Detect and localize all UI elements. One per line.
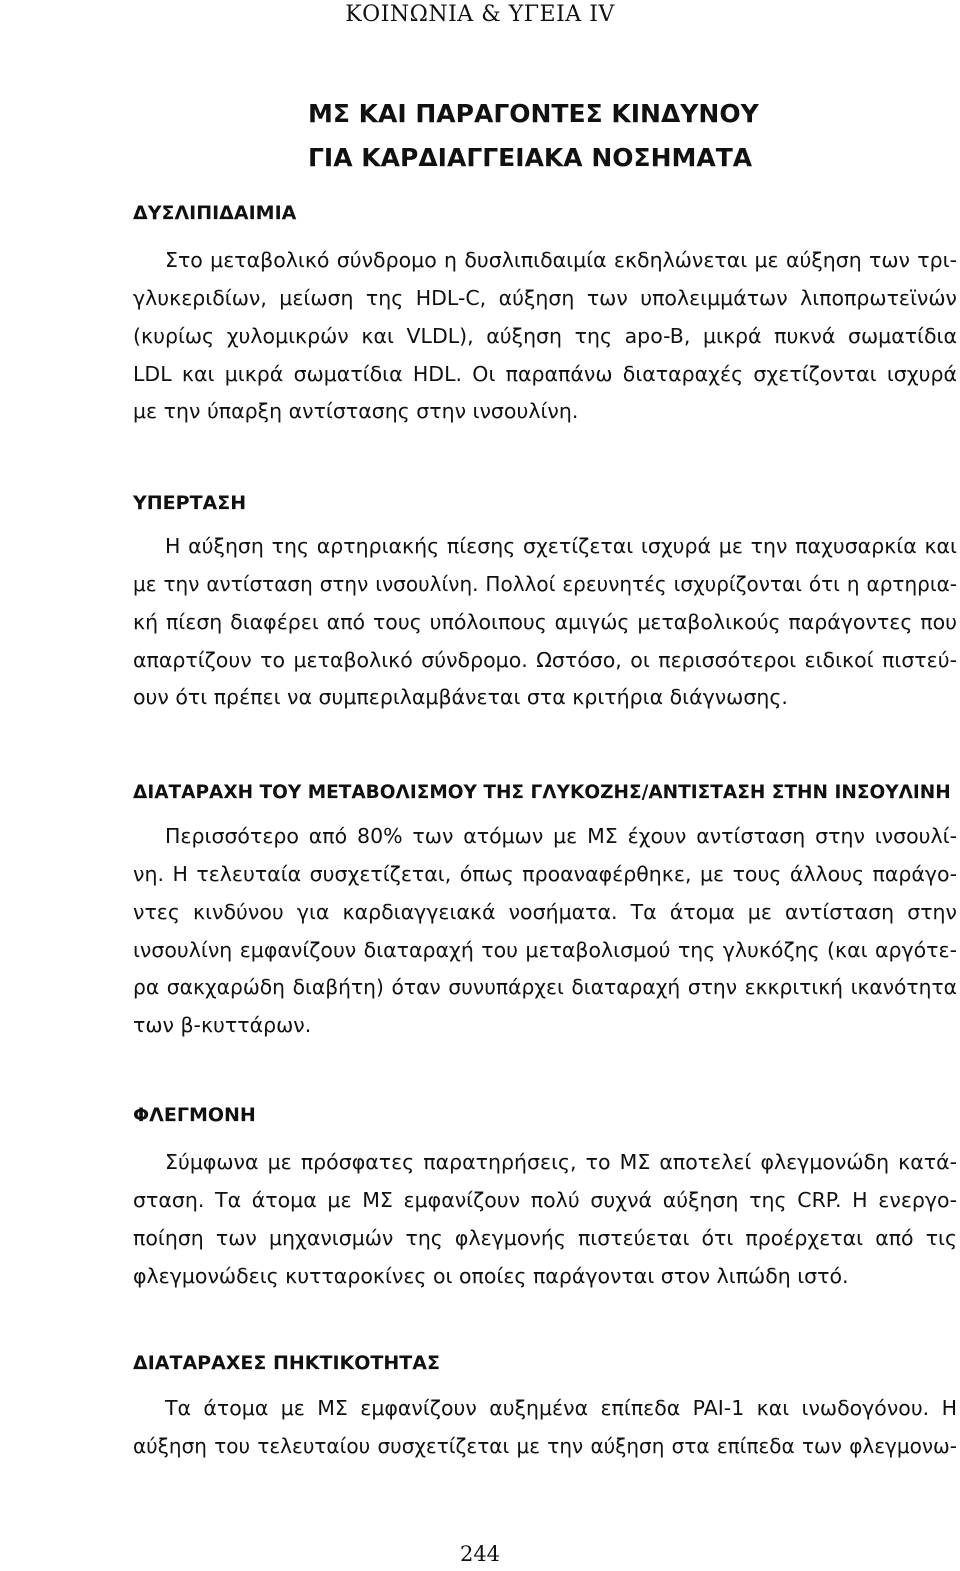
paragraph-line: (κυρίως χυλομικρών και VLDL), αύξηση της apo-B, μικρά πυκνά σωματίδια — [133, 323, 957, 348]
paragraph-inflammation — [165, 1144, 957, 1182]
paragraph-line: ντες κινδύνου για καρδιαγγειακά νοσήματα. Τα άτομα με αντίσταση στην — [133, 899, 957, 924]
section-heading-hypertension: ΥΠΕΡΤΑΣΗ — [133, 492, 247, 514]
paragraph-line: των β-κυττάρων. — [133, 1013, 312, 1038]
paragraph-line: Η αύξηση της αρτηριακής πίεσης σχετίζεται ισχυρά με την παχυσαρκία και — [165, 534, 957, 558]
paragraph-line: γλυκεριδίων, μείωση της HDL-C, αύξηση των υπολειμμάτων λιποπρωτεϊνών — [133, 286, 957, 310]
paragraph-line: LDL και μικρά σωματίδια HDL. Οι παραπάνω διαταραχές σχετίζονται ισχυρά — [133, 361, 957, 386]
paragraph-dyslipidaemia-cont — [133, 280, 957, 431]
paragraph-hypertension — [165, 528, 957, 566]
section-heading-glucose-metabolism: ΔΙΑΤΑΡΑΧΗ ΤΟΥ ΜΕΤΑΒΟΛΙΣΜΟΥ ΤΗΣ ΓΛΥΚΟΖΗΣ/ΑΝΤΙΣΤΑΣΗ ΣΤΗΝ ΙΝΣΟΥΛΙΝΗ — [133, 782, 951, 803]
paragraph-glucose-metabolism — [165, 818, 957, 856]
paragraph-coagulation — [165, 1390, 957, 1428]
paragraph-line: με την ύπαρξη αντίστασης στην ινσουλίνη. — [133, 399, 579, 424]
paragraph-line: φλεγμονώδεις κυτταροκίνες οι οποίες παράγονται στον λιπώδη ιστό. — [133, 1263, 849, 1288]
paragraph-coagulation-cont — [133, 1428, 957, 1466]
paragraph-line: Περισσότερο από 80% των ατόμων με ΜΣ έχουν αντίσταση στην ινσουλί- — [165, 824, 957, 848]
paragraph-line: ποίηση των μηχανισμών της φλεγμονής πιστεύεται ότι προέρχεται από τις — [133, 1225, 957, 1250]
paragraph-line: ρα σακχαρώδη διαβήτη) όταν συνυπάρχει διαταραχή στην εκκριτική ικανότητα — [133, 975, 957, 1000]
paragraph-line: απαρτίζουν το μεταβολικό σύνδρομο. Ωστόσο, οι περισσότεροι ειδικοί πιστεύ- — [133, 647, 957, 672]
section-heading-coagulation: ΔΙΑΤΑΡΑΧΕΣ ΠΗΚΤΙΚΟΤΗΤΑΣ — [133, 1352, 440, 1374]
paragraph-line: κή πίεση διαφέρει από τους υπόλοιπους αμιγώς μεταβολικούς παράγοντες που — [133, 609, 957, 634]
paragraph-glucose-metabolism-cont — [133, 856, 957, 1045]
section-heading-inflammation: ΦΛΕΓΜΟΝΗ — [133, 1104, 256, 1126]
paragraph-line: Σύμφωνα με πρόσφατες παρατηρήσεις, το ΜΣ αποτελεί φλεγμονώδη κατά- — [165, 1150, 957, 1174]
section-heading-dyslipidaemia: ΔΥΣΛΙΠΙΔΑΙΜΙΑ — [133, 202, 297, 224]
paragraph-line: με την αντίσταση στην ινσουλίνη. Πολλοί ερευνητές ισχυρίζονται ότι η αρτηρια- — [133, 572, 957, 596]
chapter-title-line-2: ΓΙΑ ΚΑΡΔΙΑΓΓΕΙΑΚΑ ΝΟΣΗΜΑΤΑ — [308, 143, 753, 172]
paragraph-inflammation-cont — [133, 1182, 957, 1295]
paragraph-line: αύξηση του τελευταίου συσχετίζεται με την αύξηση στα επίπεδα των φλεγμονω- — [133, 1434, 957, 1458]
paragraph-line: σταση. Τα άτομα με ΜΣ εμφανίζουν πολύ συχνά αύξηση της CRP. Η ενεργο- — [133, 1188, 957, 1212]
running-header: ΚΟΙΝΩΝΙΑ & ΥΓΕΙΑ IV — [345, 2, 615, 27]
paragraph-line: νη. Η τελευταία συσχετίζεται, όπως προαναφέρθηκε, με τους άλλους παράγο- — [133, 862, 957, 886]
paragraph-hypertension-cont — [133, 566, 957, 717]
paragraph-line: Στο μεταβολικό σύνδρομο η δυσλιπιδαιμία εκδηλώνεται με αύξηση των τρι- — [165, 248, 957, 272]
paragraph-dyslipidaemia — [165, 242, 957, 280]
page-number: 244 — [459, 1542, 501, 1566]
paragraph-line: Τα άτομα με ΜΣ εμφανίζουν αυξημένα επίπεδα PAI-1 και ινωδογόνου. Η — [165, 1396, 957, 1420]
chapter-title — [308, 92, 868, 180]
paragraph-line: ινσουλίνη εμφανίζουν διαταραχή του μεταβολισμού της γλυκόζης (και αργότε- — [133, 937, 957, 962]
chapter-title-line-1: ΜΣ ΚΑΙ ΠΑΡΑΓΟΝΤΕΣ ΚΙΝΔΥΝΟΥ — [308, 99, 759, 128]
paragraph-line: ουν ότι πρέπει να συμπεριλαμβάνεται στα κριτήρια διάγνωσης. — [133, 685, 788, 710]
